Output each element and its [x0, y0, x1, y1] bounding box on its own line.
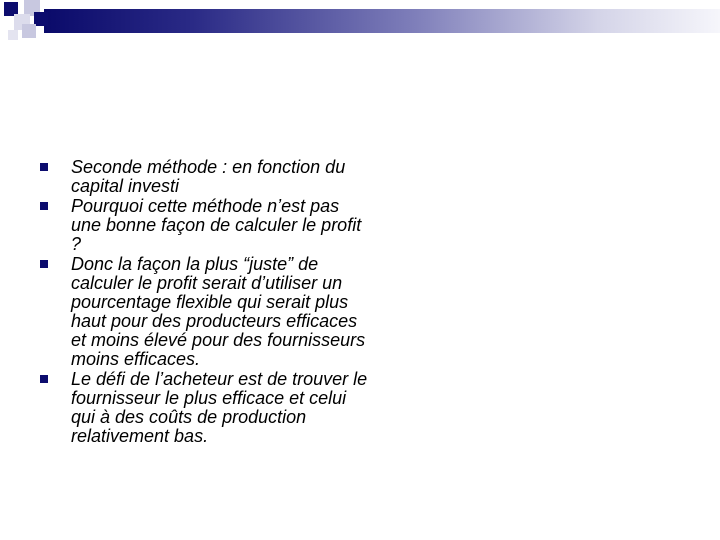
header-gradient-bar: [44, 9, 720, 33]
bullet-item: [40, 158, 370, 196]
square-bullet-icon: [40, 260, 48, 268]
bullet-item: [40, 255, 370, 369]
square-bullet-icon: [40, 163, 48, 171]
bullet-item: [40, 197, 370, 254]
bullet-item: [40, 370, 370, 446]
square-bullet-icon: [40, 202, 48, 210]
bullet-text: Seconde méthode : en fonction du capital investi: [71, 157, 346, 196]
bullet-text: Donc la façon la plus “juste” de calculer le profit serait d’utiliser un pourcentage flexible qui serait plus haut pour des producteurs efficaces et moins élevé pour des fournisseurs moins efficaces.: [71, 254, 366, 369]
bullet-list: [40, 158, 370, 447]
deco-square-light: [22, 24, 36, 38]
corner-decoration: [0, 0, 60, 48]
square-bullet-icon: [40, 375, 48, 383]
bullet-text: Le défi de l’acheteur est de trouver le fournisseur le plus efficace et celui qui à des coûts de production relativement bas.: [71, 369, 368, 446]
deco-square-light: [8, 30, 18, 40]
deco-square-dark: [34, 12, 48, 26]
bullet-text: Pourquoi cette méthode n’est pas une bonne façon de calculer le profit ?: [71, 196, 362, 254]
